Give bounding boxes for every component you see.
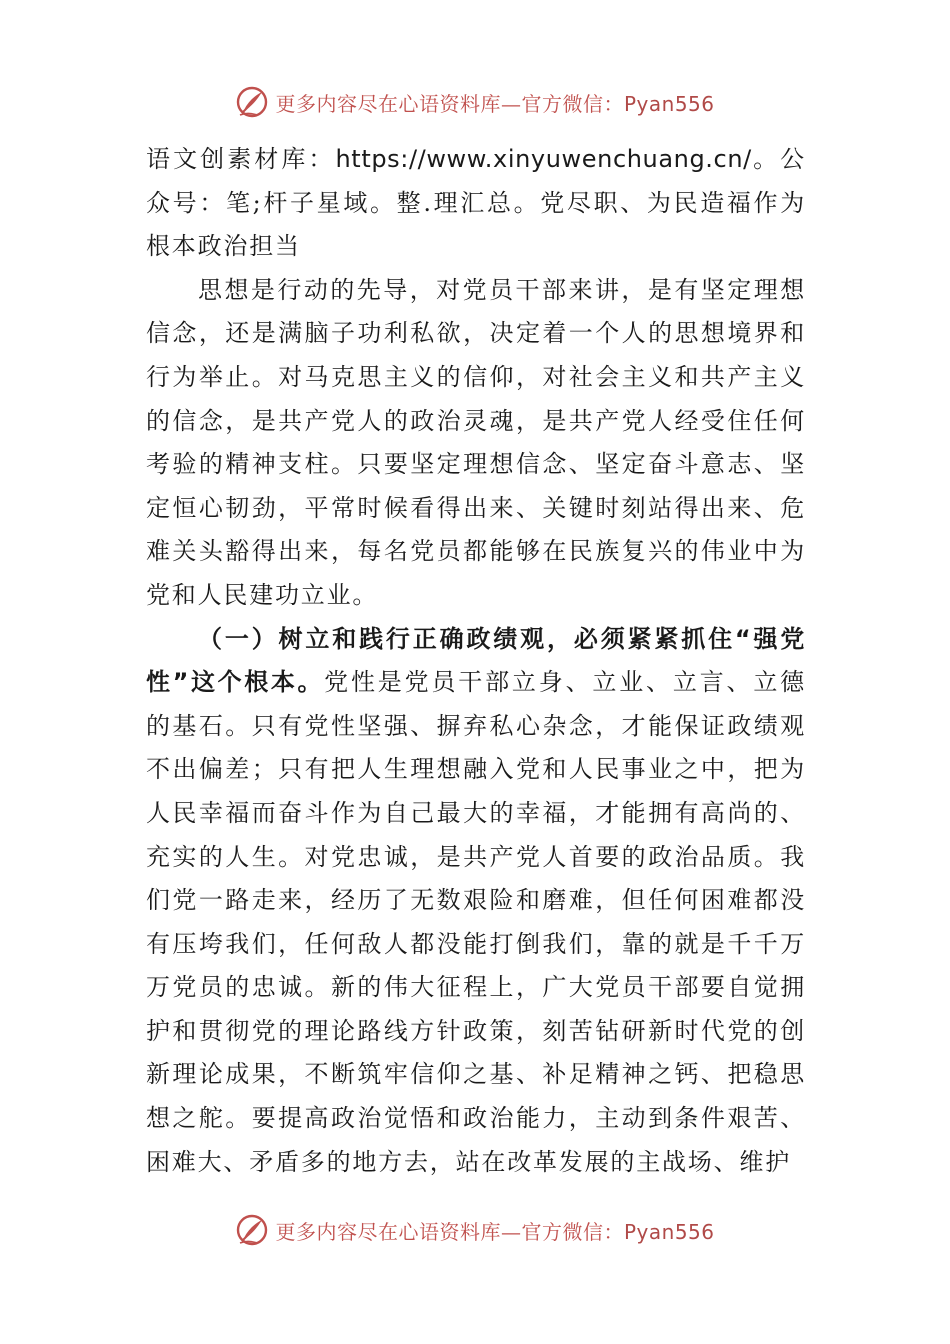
intro-paragraph xyxy=(146,138,806,269)
wechat-id: Pyan556 xyxy=(623,91,715,116)
intro-tail: 。公众号：笔;杆子星域。整.理汇总。党尽职、为民造福作为根本政治担当 xyxy=(146,145,806,261)
document-body xyxy=(146,138,806,1184)
section-paragraph xyxy=(146,618,806,1185)
footer-watermark xyxy=(0,1212,950,1248)
source-url: https://www.xinyuwenchuang.cn/ xyxy=(335,145,752,173)
wechat-id: Pyan556 xyxy=(623,1219,715,1244)
quill-logo-icon xyxy=(235,85,269,119)
quill-logo-icon xyxy=(235,1213,269,1247)
watermark-text: 更多内容尽在心语资料库—官方微信：Pyan556 xyxy=(275,1219,715,1244)
header-watermark xyxy=(0,84,950,120)
section-heading: （一）树立和践行正确政绩观，必须紧紧抓住“强党性”这个根本。 xyxy=(146,624,806,697)
section-body: 党性是党员干部立身、立业、立言、立德的基石。只有党性坚强、摒弃私心杂念，才能保证政绩观不出偏差；只有把人生理想融入党和人民事业之中，把为人民幸福而奋斗作为自己最大的幸福，才能拥有高尚的、充实的人生。对党忠诚，是共产党人首要的政治品质。我们党一路走来，经历了无数艰险和磨难，但任何困难都没有压垮我们，任何敌人都没能打倒我们，靠的就是千千万万党员的忠诚。新的伟大征程上，广大党员干部要自觉拥护和贯彻党的理论路线方针政策，刻苦钻研新时代党的创新理论成果，不断筑牢信仰之基、补足精神之钙、把稳思想之舵。要提高政治觉悟和政治能力，主动到条件艰苦、困难大、矛盾多的地方去，站在改革发展的主战场、维护 xyxy=(146,668,806,1176)
watermark-text: 更多内容尽在心语资料库—官方微信：Pyan556 xyxy=(275,91,715,116)
body-paragraph: 思想是行动的先导，对党员干部来讲，是有坚定理想信念，还是满脑子功利私欲，决定着一个人的思想境界和行为举止。对马克思主义的信仰，对社会主义和共产主义的信念，是共产党人的政治灵魂，是共产党人经受住任何考验的精神支柱。只要坚定理想信念、坚定奋斗意志、坚定恒心韧劲，平常时候看得出来、关键时刻站得出来、危难关头豁得出来，每名党员都能够在民族复兴的伟业中为党和人民建功立业。 xyxy=(146,275,806,609)
intro-lead: 语文创素材库： xyxy=(146,145,336,173)
